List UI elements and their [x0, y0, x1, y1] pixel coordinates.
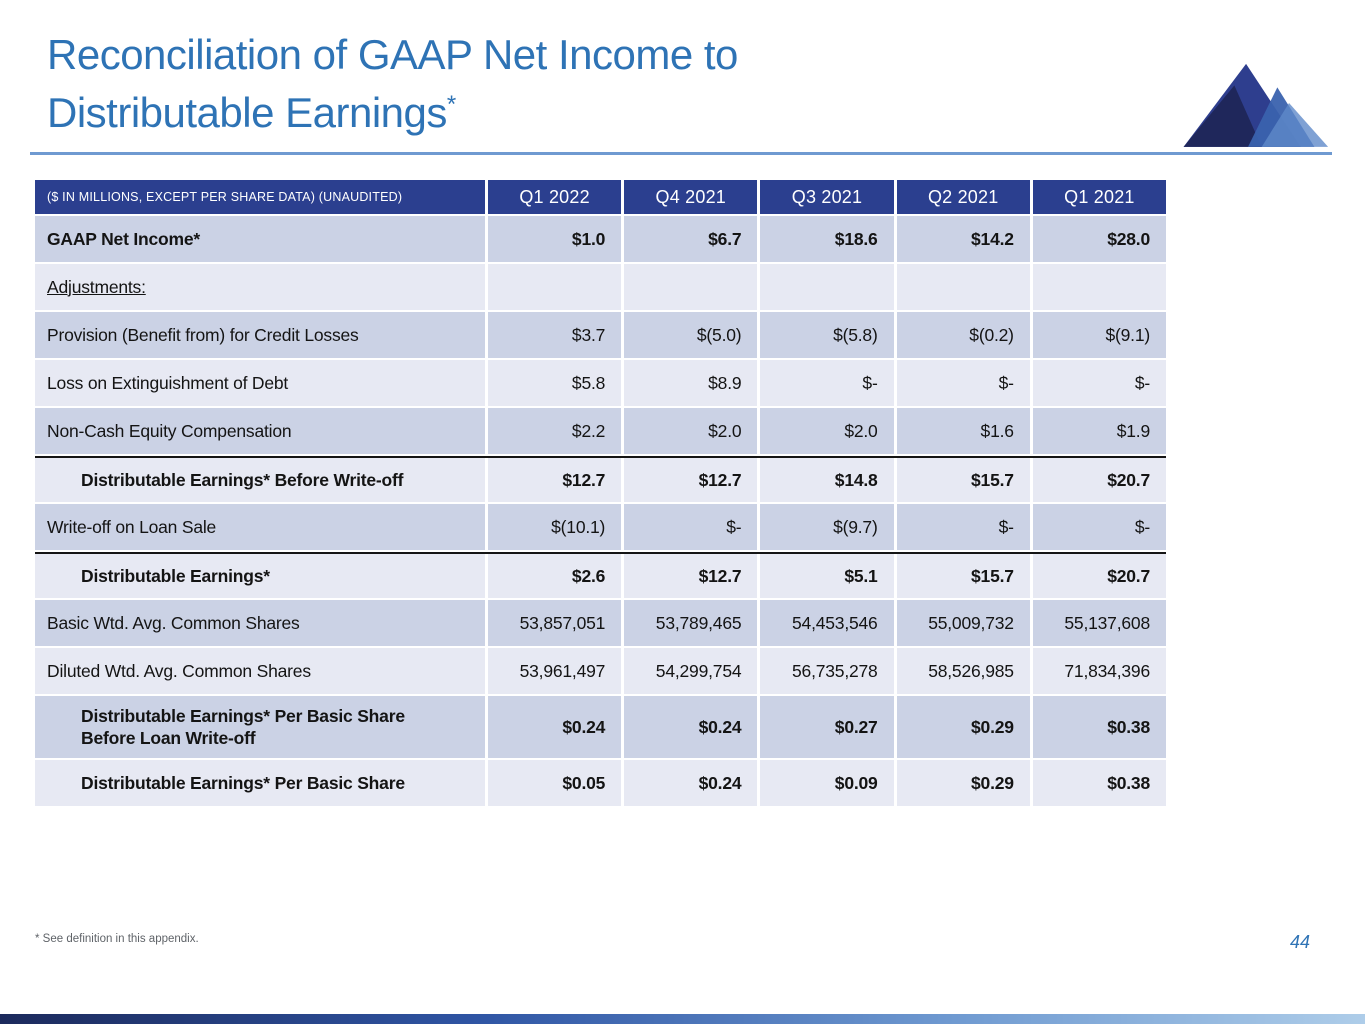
- cell-value: $15.7: [897, 458, 1030, 502]
- cell-value: $0.27: [760, 696, 893, 758]
- cell-value: $6.7: [624, 216, 757, 262]
- row-label-text: Distributable Earnings* Before Write-off: [81, 469, 404, 490]
- bottom-accent-bar: [0, 1014, 1365, 1024]
- cell-value: $(10.1): [488, 504, 621, 550]
- cell-value: $(5.0): [624, 312, 757, 358]
- cell-value: $14.2: [897, 216, 1030, 262]
- cell-value: 58,526,985: [897, 648, 1030, 694]
- table-row: [35, 360, 1166, 406]
- row-label-text: GAAP Net Income*: [47, 228, 201, 249]
- cell-value: $-: [624, 504, 757, 550]
- cell-value: $14.8: [760, 458, 893, 502]
- cell-value: $-: [1033, 360, 1166, 406]
- table-row: [35, 760, 1166, 806]
- cell-value: [1033, 264, 1166, 310]
- cell-value: $5.8: [488, 360, 621, 406]
- cell-value: $-: [1033, 504, 1166, 550]
- table-row: [35, 552, 1166, 598]
- cell-value: $5.1: [760, 554, 893, 598]
- cell-value: $(5.8): [760, 312, 893, 358]
- cell-value: $8.9: [624, 360, 757, 406]
- row-label: [35, 696, 485, 758]
- cell-value: $12.7: [624, 458, 757, 502]
- column-header: Q1 2022: [488, 180, 621, 214]
- cell-value: $12.7: [488, 458, 621, 502]
- cell-value: $2.0: [760, 408, 893, 454]
- cell-value: $2.2: [488, 408, 621, 454]
- cell-value: $0.24: [624, 696, 757, 758]
- table-row: [35, 312, 1166, 358]
- footnote: * See definition in this appendix.: [35, 933, 199, 945]
- cell-value: $15.7: [897, 554, 1030, 598]
- column-header: Q3 2021: [760, 180, 893, 214]
- row-label: [35, 458, 485, 502]
- row-label: [35, 760, 485, 806]
- cell-value: 71,834,396: [1033, 648, 1166, 694]
- column-header: Q4 2021: [624, 180, 757, 214]
- cell-value: $0.29: [897, 696, 1030, 758]
- title-divider: [30, 152, 1332, 155]
- cell-value: $(0.2): [897, 312, 1030, 358]
- cell-value: $(9.7): [760, 504, 893, 550]
- cell-value: $0.38: [1033, 696, 1166, 758]
- table-header-caption: ($ IN MILLIONS, EXCEPT PER SHARE DATA) (UNAUDITED): [35, 180, 485, 214]
- row-label: [35, 600, 485, 646]
- row-label: [35, 360, 485, 406]
- page-number: 44: [1290, 932, 1311, 952]
- row-label: [35, 504, 485, 550]
- table-row: [35, 408, 1166, 454]
- cell-value: $2.0: [624, 408, 757, 454]
- cell-value: $20.7: [1033, 458, 1166, 502]
- cell-value: $-: [760, 360, 893, 406]
- cell-value: [760, 264, 893, 310]
- table-row: [35, 264, 1166, 310]
- cell-value: $20.7: [1033, 554, 1166, 598]
- cell-value: 56,735,278: [760, 648, 893, 694]
- mountain-logo-icon: [1166, 50, 1332, 152]
- row-label: [35, 312, 485, 358]
- title-asterisk: *: [446, 91, 456, 118]
- cell-value: $-: [897, 360, 1030, 406]
- cell-value: 55,009,732: [897, 600, 1030, 646]
- title-line-2: Distributable Earnings: [47, 89, 447, 136]
- row-label-text: Distributable Earnings* Per Basic Share: [81, 772, 405, 793]
- cell-value: $0.05: [488, 760, 621, 806]
- row-label-text: Loss on Extinguishment of Debt: [47, 372, 289, 393]
- row-label-text: Adjustments:: [47, 276, 146, 297]
- table-row: [35, 504, 1166, 550]
- row-label: [35, 648, 485, 694]
- table-row: [35, 216, 1166, 262]
- row-label-text: Distributable Earnings* Per Basic Share Before Loan Write-off: [81, 705, 405, 748]
- table-body: [35, 216, 1166, 806]
- row-label-text: Distributable Earnings*: [81, 565, 270, 586]
- cell-value: 53,857,051: [488, 600, 621, 646]
- cell-value: $(9.1): [1033, 312, 1166, 358]
- cell-value: 53,789,465: [624, 600, 757, 646]
- row-label-text: Write-off on Loan Sale: [47, 516, 217, 537]
- cell-value: $28.0: [1033, 216, 1166, 262]
- cell-value: $3.7: [488, 312, 621, 358]
- cell-value: $0.24: [488, 696, 621, 758]
- page-title: [47, 26, 738, 142]
- title-line-1: Reconciliation of GAAP Net Income to: [47, 31, 738, 78]
- cell-value: 54,299,754: [624, 648, 757, 694]
- cell-value: $12.7: [624, 554, 757, 598]
- cell-value: 54,453,546: [760, 600, 893, 646]
- cell-value: $-: [897, 504, 1030, 550]
- cell-value: $1.9: [1033, 408, 1166, 454]
- row-label: [35, 408, 485, 454]
- reconciliation-table: [35, 180, 1166, 808]
- cell-value: 55,137,608: [1033, 600, 1166, 646]
- table-header-row: [35, 180, 1166, 214]
- cell-value: $0.38: [1033, 760, 1166, 806]
- table-row: [35, 456, 1166, 502]
- row-label-text: Non-Cash Equity Compensation: [47, 420, 292, 441]
- cell-value: $1.6: [897, 408, 1030, 454]
- cell-value: $2.6: [488, 554, 621, 598]
- row-label-text: Provision (Benefit from) for Credit Losses: [47, 324, 359, 345]
- cell-value: [897, 264, 1030, 310]
- row-label: [35, 554, 485, 598]
- cell-value: [624, 264, 757, 310]
- cell-value: [488, 264, 621, 310]
- cell-value: $0.29: [897, 760, 1030, 806]
- column-header: Q2 2021: [897, 180, 1030, 214]
- row-label-text: Diluted Wtd. Avg. Common Shares: [47, 660, 311, 681]
- table-row: [35, 696, 1166, 758]
- cell-value: $18.6: [760, 216, 893, 262]
- column-header: Q1 2021: [1033, 180, 1166, 214]
- cell-value: $1.0: [488, 216, 621, 262]
- row-label: [35, 216, 485, 262]
- row-label-text: Basic Wtd. Avg. Common Shares: [47, 612, 300, 633]
- cell-value: 53,961,497: [488, 648, 621, 694]
- cell-value: $0.09: [760, 760, 893, 806]
- row-label: [35, 264, 485, 310]
- cell-value: $0.24: [624, 760, 757, 806]
- table-row: [35, 648, 1166, 694]
- table-row: [35, 600, 1166, 646]
